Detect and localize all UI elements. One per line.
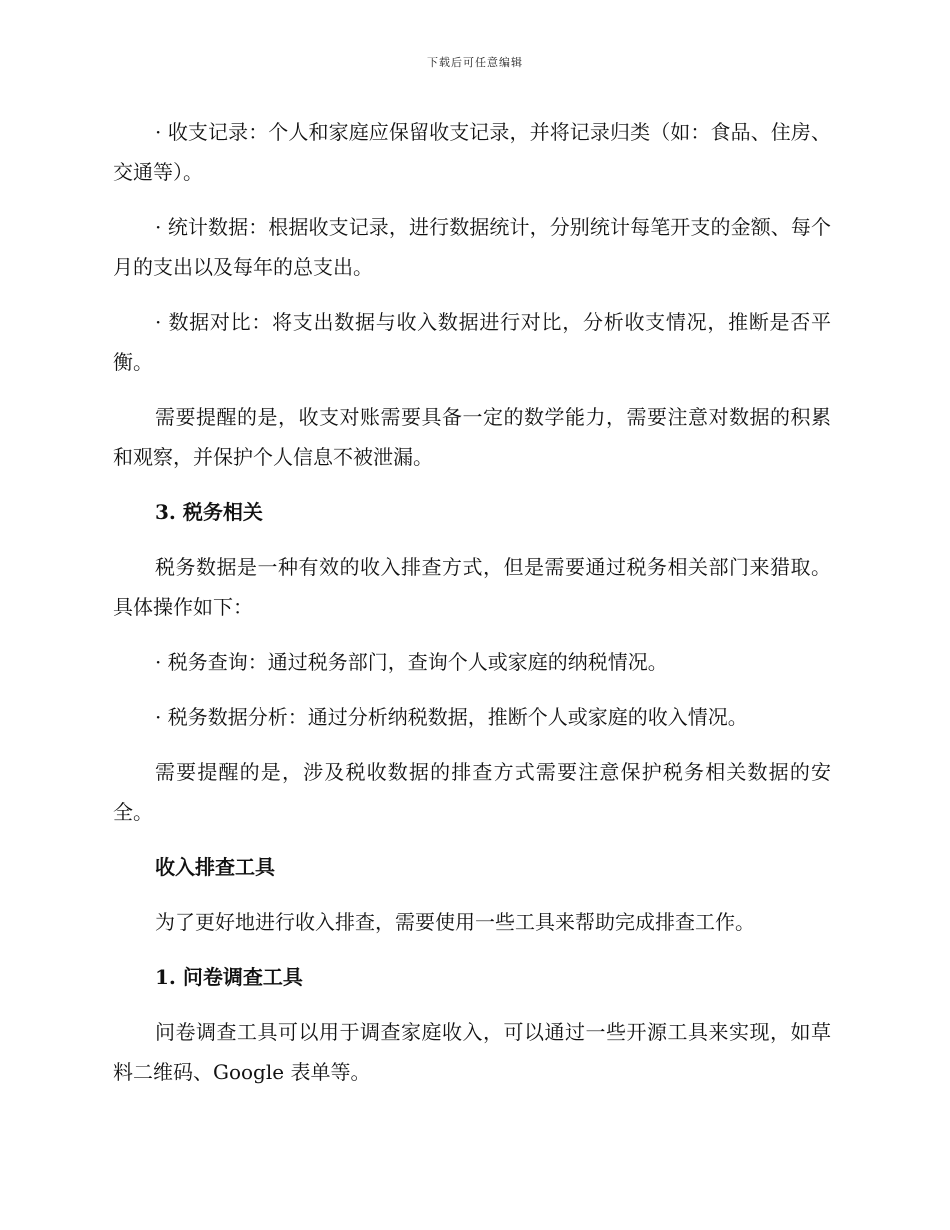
reminder-paragraph-2: 需要提醒的是，涉及税收数据的排查方式需要注意保护税务相关数据的安全。	[113, 760, 831, 824]
tax-intro-paragraph: 税务数据是一种有效的收入排查方式，但是需要通过税务相关部门来猎取。具体操作如下：	[113, 555, 831, 619]
section-heading-tools: 收入排查工具	[155, 855, 275, 879]
bullet-data-comparison: · 数据对比：将支出数据与收入数据进行对比，分析收支情况，推断是否平衡。	[113, 310, 831, 374]
bullet-tax-analysis: · 税务数据分析：通过分析纳税数据，推断个人或家庭的收入情况。	[155, 705, 748, 729]
bullet-income-expense-records: · 收支记录：个人和家庭应保留收支记录，并将记录归类（如：食品、住房、交通等）。	[113, 120, 831, 184]
section-heading-tax: 3. 税务相关	[155, 500, 263, 524]
document-body	[113, 112, 831, 1107]
tools-intro-paragraph: 为了更好地进行收入排查，需要使用一些工具来帮助完成排查工作。	[155, 910, 755, 934]
bullet-statistics: · 统计数据：根据收支记录，进行数据统计，分别统计每笔开支的金额、每个月的支出以及每年的总支出。	[113, 215, 831, 279]
reminder-paragraph-1: 需要提醒的是，收支对账需要具备一定的数学能力，需要注意对数据的积累和观察，并保护个人信息不被泄漏。	[113, 405, 831, 469]
page-header: 下载后可任意编辑	[427, 56, 523, 69]
section-heading-questionnaire: 1. 问卷调查工具	[155, 965, 303, 989]
bullet-tax-query: · 税务查询：通过税务部门，查询个人或家庭的纳税情况。	[155, 650, 668, 674]
questionnaire-paragraph: 问卷调查工具可以用于调查家庭收入，可以通过一些开源工具来实现，如草料二维码、Google 表单等。	[113, 1020, 831, 1084]
